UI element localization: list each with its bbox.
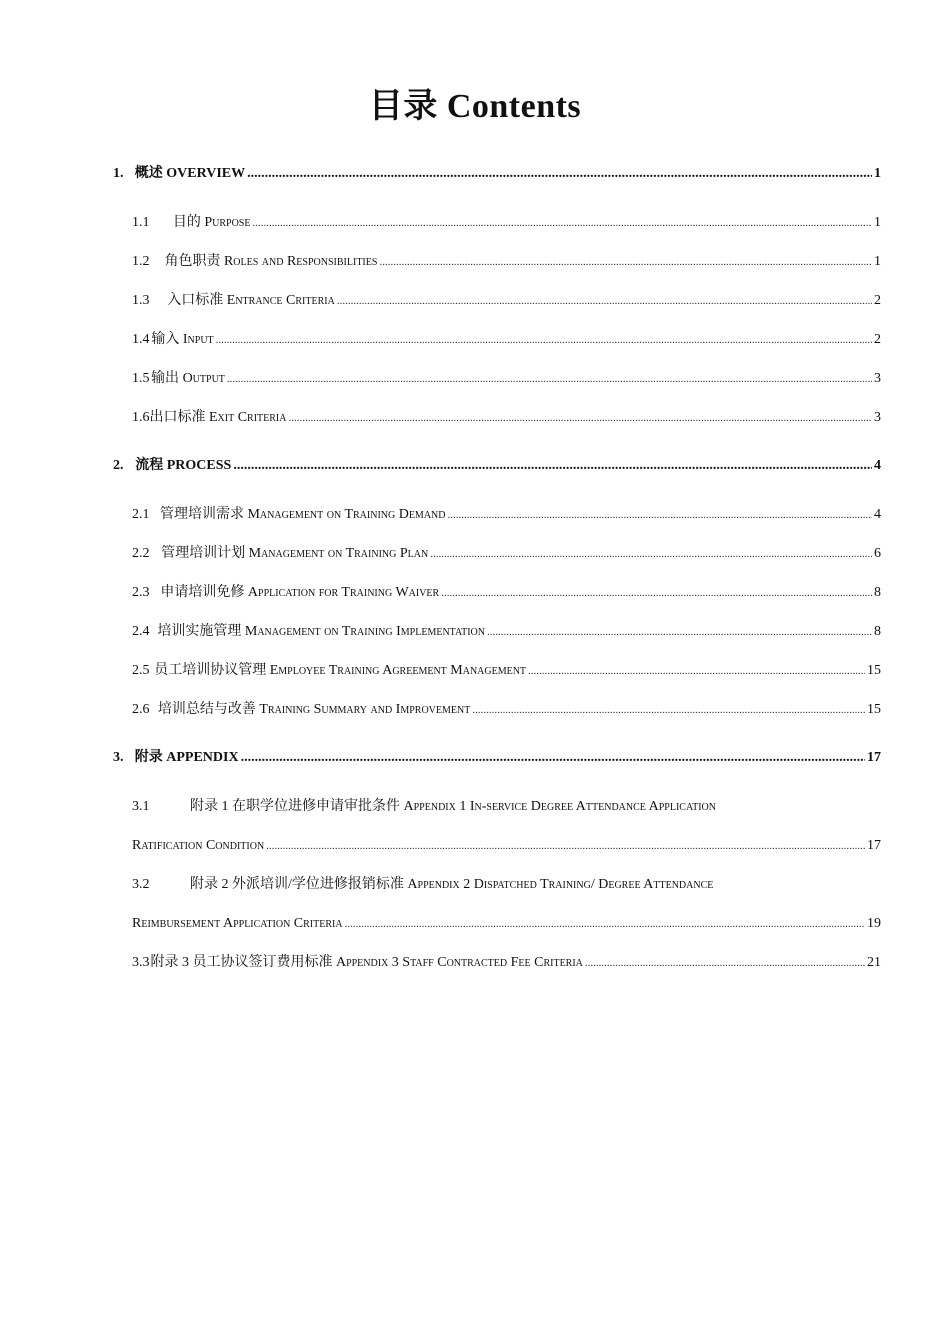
- dot-leader: [247, 165, 872, 183]
- toc-number: 3.: [113, 750, 124, 765]
- toc-entry-3-1[interactable]: [132, 798, 881, 816]
- dot-leader: [472, 701, 865, 719]
- toc-page: 1: [874, 215, 881, 230]
- toc-page: 8: [874, 624, 881, 639]
- toc-en: Roles and Responsibilities: [223, 254, 378, 269]
- toc-page: 17: [867, 838, 881, 853]
- toc-zh: 附录 3 员工协议签订费用标准: [150, 955, 333, 970]
- toc-entry-3-2[interactable]: [132, 876, 881, 894]
- toc-entry-2-2[interactable]: [132, 545, 881, 563]
- toc-number: 1.6: [132, 410, 150, 425]
- toc-page: 3: [874, 410, 881, 425]
- toc-page: 4: [874, 458, 881, 473]
- toc-zh: 入口标准: [167, 293, 224, 308]
- dot-leader: [345, 915, 865, 933]
- toc-entry-1-4[interactable]: [132, 331, 881, 349]
- toc-entry-3-1-cont[interactable]: [132, 837, 881, 855]
- toc-en: APPENDIX: [166, 750, 239, 765]
- toc-number: 2.4: [132, 624, 150, 639]
- toc-entry-2-4[interactable]: [132, 623, 881, 641]
- toc-entry-3[interactable]: [113, 749, 881, 767]
- dot-leader: [441, 584, 872, 602]
- toc-number: 3.3: [132, 955, 150, 970]
- toc-number: 1.5: [132, 371, 150, 386]
- dot-leader: [379, 253, 872, 271]
- toc-page: 3: [874, 371, 881, 386]
- toc-number: 3.2: [132, 877, 150, 892]
- toc-en: Employee Training Agreement Management: [269, 663, 527, 678]
- toc-en: PROCESS: [166, 458, 232, 473]
- toc-en: Training Summary and Improvement: [259, 702, 471, 717]
- toc-number: 2.: [113, 458, 124, 473]
- toc-entry-1-3[interactable]: [132, 292, 881, 310]
- toc-number: 1.3: [132, 293, 150, 308]
- toc-zh: 培训实施管理: [157, 624, 242, 639]
- toc-page: 17: [867, 750, 881, 765]
- toc-number: 2.6: [132, 702, 150, 717]
- toc-entry-1-6[interactable]: [132, 409, 881, 427]
- toc-number: 1.4: [132, 332, 150, 347]
- toc-page: 1: [874, 254, 881, 269]
- toc-en: Appendix 2 Dispatched Training/ Degree Attendance: [407, 877, 714, 892]
- toc-zh: 附录 1 在职学位进修申请审批条件: [190, 799, 400, 814]
- toc-en: Exit Criteria: [209, 410, 287, 425]
- toc-page: 2: [874, 293, 881, 308]
- toc-entry-1-1[interactable]: [132, 214, 881, 232]
- toc-number: 2.2: [132, 546, 150, 561]
- toc-entry-2-5[interactable]: [132, 662, 881, 680]
- toc-number: 2.1: [132, 507, 150, 522]
- toc-en: Application for Training Waiver: [247, 585, 440, 600]
- toc-en: Input: [182, 332, 214, 347]
- toc-number: 2.5: [132, 663, 150, 678]
- toc-zh: 目的: [172, 215, 201, 230]
- toc-en-cont: Reimbursement Application Criteria: [132, 916, 343, 931]
- toc-number: 3.1: [132, 799, 150, 814]
- toc-zh: 出口标准: [149, 410, 206, 425]
- dot-leader: [266, 837, 865, 855]
- toc-entry-1[interactable]: [113, 165, 881, 183]
- dot-leader: [487, 623, 872, 641]
- toc-en: Management on Training Plan: [248, 546, 429, 561]
- toc-entry-2[interactable]: [113, 457, 881, 475]
- toc-number: 2.3: [132, 585, 150, 600]
- dot-leader: [227, 370, 872, 388]
- toc-en: Entrance Criteria: [226, 293, 335, 308]
- toc-en-cont: Ratification Condition: [132, 838, 265, 853]
- toc-zh: 管理培训计划: [161, 546, 246, 561]
- dot-leader: [430, 545, 872, 563]
- toc-page: 15: [867, 663, 881, 678]
- toc-en: OVERVIEW: [166, 166, 246, 181]
- toc-en: Output: [182, 371, 225, 386]
- toc-page: 1: [874, 166, 881, 181]
- toc-zh: 附录 2 外派培训/学位进修报销标准: [190, 877, 404, 892]
- toc-page: 4: [874, 507, 881, 522]
- toc-en: Appendix 1 In-service Degree Attendance Application: [403, 799, 716, 814]
- dot-leader: [585, 954, 865, 972]
- toc-entry-2-6[interactable]: [132, 701, 881, 719]
- toc-page: 6: [874, 546, 881, 561]
- toc-page: 15: [867, 702, 881, 717]
- dot-leader: [241, 749, 865, 767]
- dot-leader: [233, 457, 872, 475]
- toc-zh: 申请培训免修: [160, 585, 245, 600]
- toc-entry-2-1[interactable]: [132, 506, 881, 524]
- toc-entry-3-2-cont[interactable]: [132, 915, 881, 933]
- dot-leader: [289, 409, 873, 427]
- toc-en: Appendix 3 Staff Contracted Fee Criteria: [335, 955, 583, 970]
- toc-en: Management on Training Implementation: [244, 624, 485, 639]
- toc-entry-1-2[interactable]: [132, 253, 881, 271]
- toc-page: 8: [874, 585, 881, 600]
- toc-zh: 角色职责: [164, 254, 221, 269]
- toc-zh: 培训总结与改善: [157, 702, 256, 717]
- toc-zh: 附录: [134, 750, 163, 765]
- toc-entry-1-5[interactable]: [132, 370, 881, 388]
- toc-zh: 流程: [135, 458, 164, 473]
- dot-leader: [252, 214, 872, 232]
- toc-zh: 输出: [151, 371, 180, 386]
- page-title: 目录 Contents: [368, 88, 582, 125]
- dot-leader: [528, 662, 865, 680]
- toc-zh: 输入: [151, 332, 180, 347]
- toc-zh: 概述: [134, 166, 163, 181]
- toc-zh: 员工培训协议管理: [154, 663, 267, 678]
- toc-page: 21: [867, 955, 881, 970]
- toc-en: Management on Training Demand: [247, 507, 446, 522]
- dot-leader: [216, 331, 872, 349]
- toc-number: 1.: [113, 166, 124, 181]
- toc-zh: 管理培训需求: [159, 507, 244, 522]
- toc-page: 2: [874, 332, 881, 347]
- toc-entry-2-3[interactable]: [132, 584, 881, 602]
- toc-number: 1.2: [132, 254, 150, 269]
- toc-entry-3-3[interactable]: [132, 954, 881, 972]
- toc-number: 1.1: [132, 215, 150, 230]
- dot-leader: [337, 292, 872, 310]
- toc-page: 19: [867, 916, 881, 931]
- dot-leader: [448, 506, 873, 524]
- toc-en: Purpose: [204, 215, 251, 230]
